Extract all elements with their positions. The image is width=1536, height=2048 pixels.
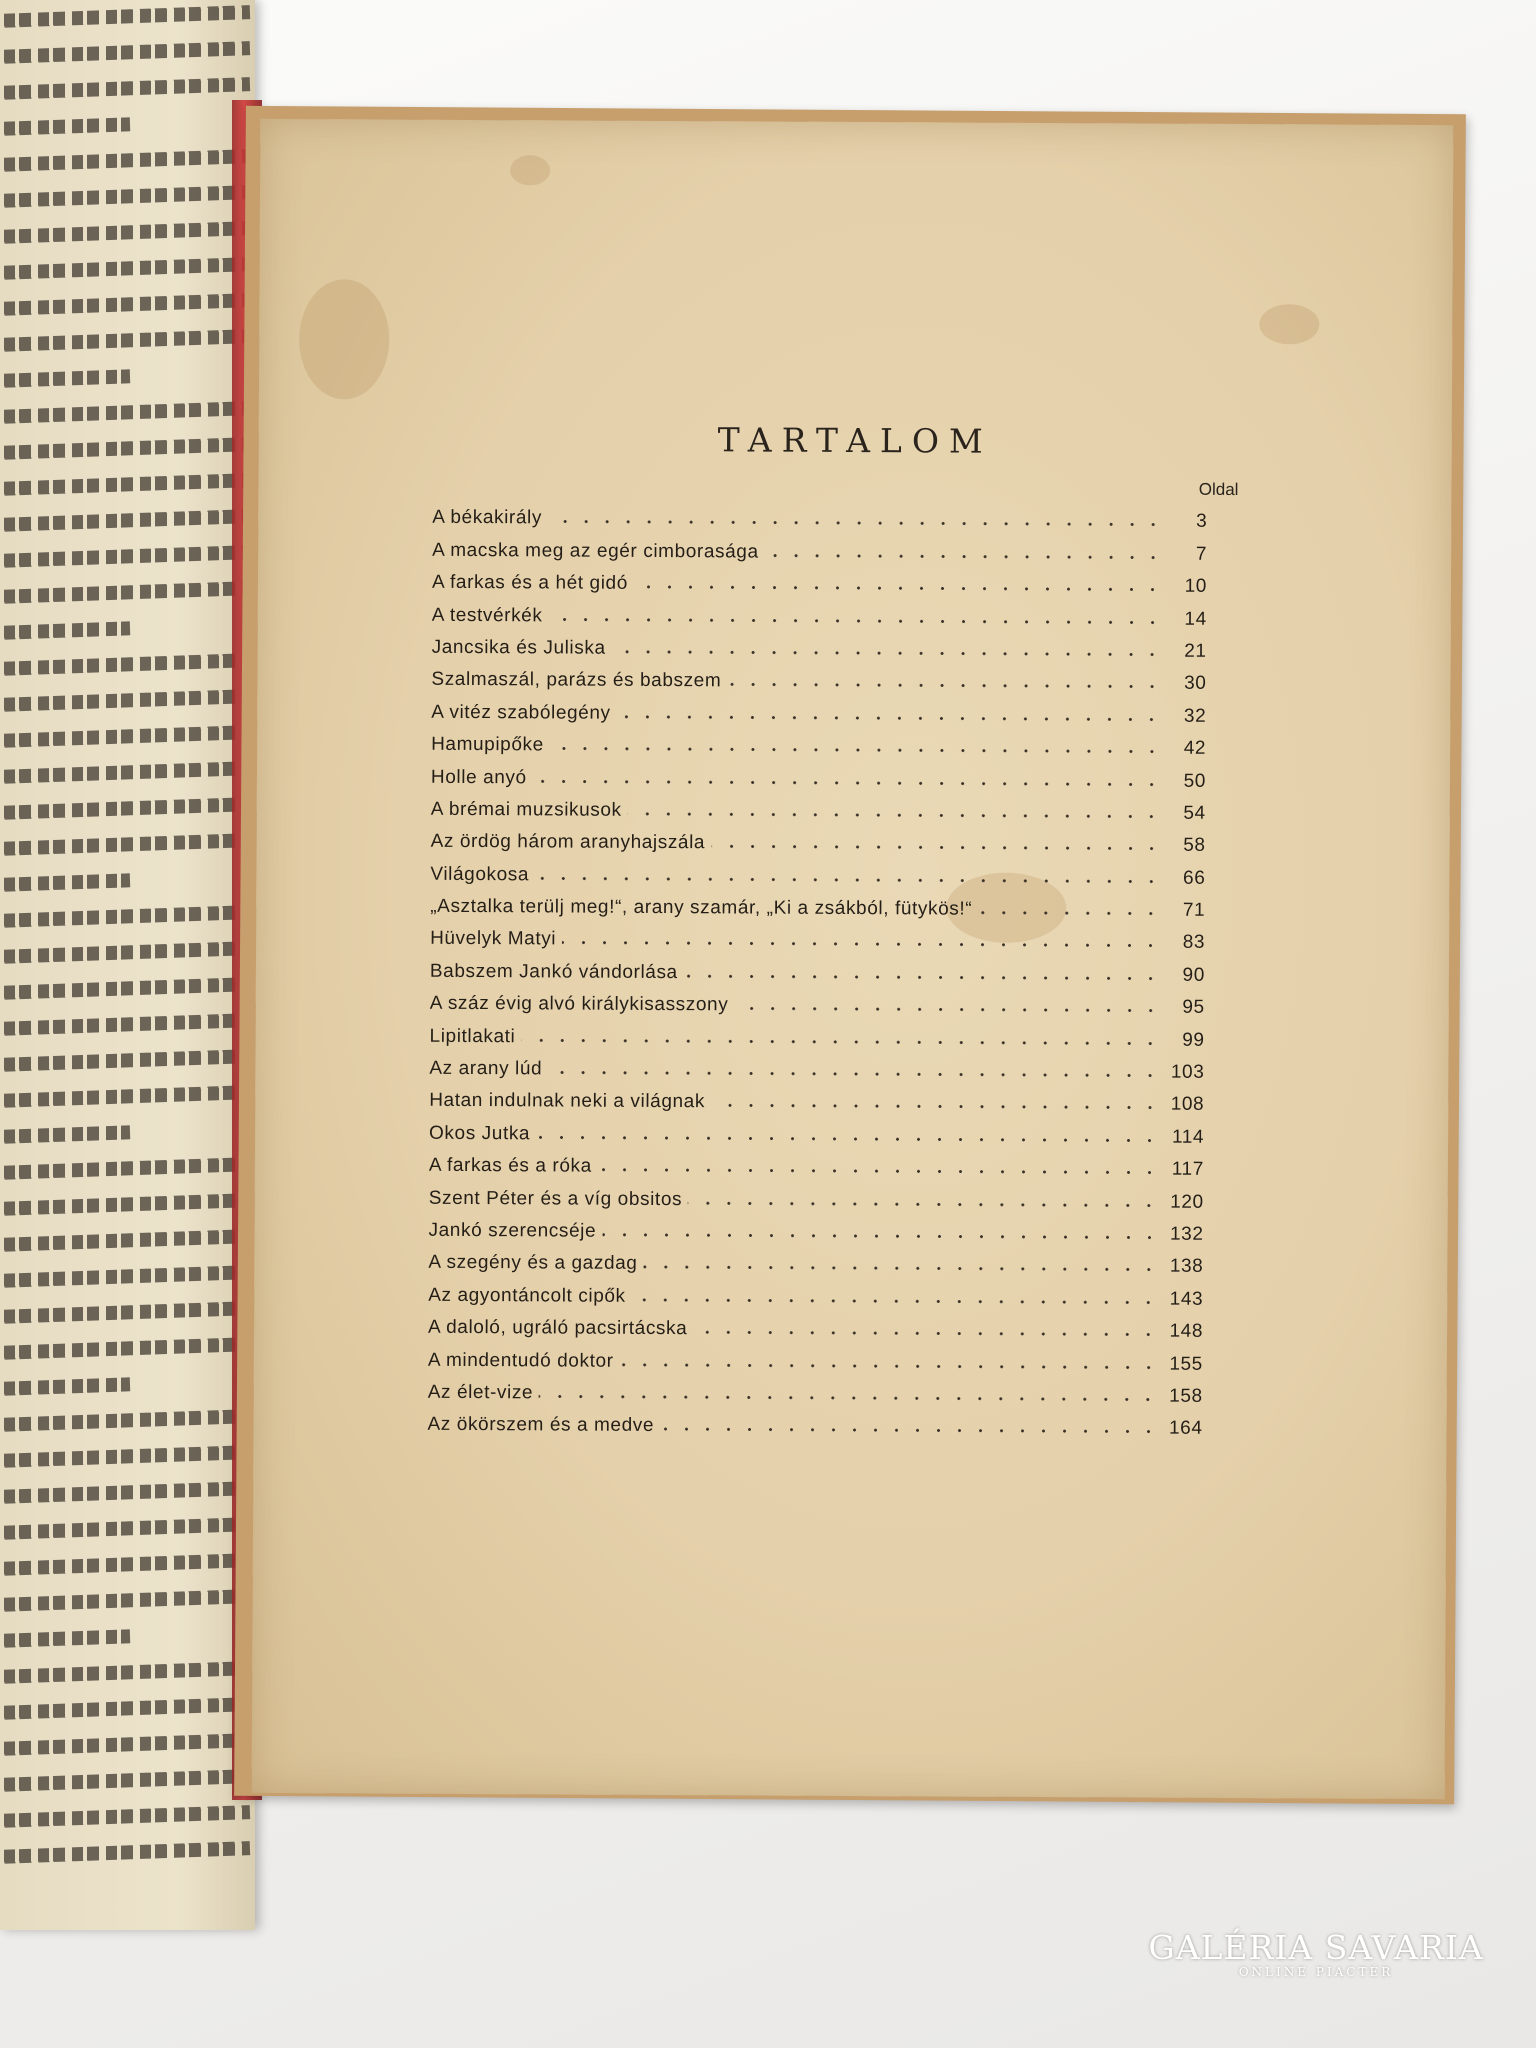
- toc-entry-title: A békakirály: [432, 507, 542, 529]
- facing-page-text-line: [0, 221, 250, 245]
- toc-entry-page: 117: [1171, 1158, 1204, 1181]
- toc-entry: [430, 853, 1205, 889]
- toc-entry-title: Szalmaszál, parázs és babszem: [431, 669, 722, 692]
- dot-leader: [643, 1265, 1159, 1272]
- toc-entry-title: Szent Péter és a víg obsitos: [428, 1187, 683, 1210]
- toc-entry-page: 10: [1184, 575, 1208, 598]
- toc-entry-title: A farkas és a róka: [428, 1154, 592, 1177]
- facing-page-text-line: [0, 725, 250, 749]
- toc-entry-page: 120: [1170, 1191, 1204, 1213]
- facing-page-text-line: [0, 1841, 250, 1865]
- toc-entry-page: 83: [1182, 932, 1206, 954]
- dot-leader: [598, 1168, 1160, 1175]
- toc-entry: [427, 1404, 1202, 1440]
- toc-entry-page: 30: [1184, 673, 1207, 695]
- dot-leader: [632, 1298, 1160, 1305]
- toc-entry-page: 95: [1182, 996, 1205, 1019]
- facing-page-text-line: [0, 293, 250, 317]
- toc-entry-page: 148: [1169, 1320, 1204, 1342]
- toc-entry-title: A száz évig alvó királykisasszony: [429, 993, 729, 1016]
- dot-leader: [620, 1362, 1159, 1369]
- toc-entry-title: Az arany lúd: [429, 1057, 543, 1080]
- toc-entry-page: 32: [1183, 705, 1207, 727]
- facing-page-text-line: [0, 941, 250, 965]
- toc-entry-page: 103: [1170, 1061, 1205, 1083]
- toc-entry-title: A macska meg az egér cimborasága: [432, 539, 759, 563]
- facing-page-text-line: [0, 1157, 250, 1181]
- toc-entry-page: 164: [1168, 1417, 1203, 1440]
- facing-page-left: [0, 0, 255, 1930]
- toc-entry: [429, 1112, 1204, 1148]
- toc-entry-page: 114: [1171, 1126, 1205, 1148]
- facing-page-text-line: [0, 1589, 250, 1613]
- toc-entry-page: 54: [1183, 802, 1206, 824]
- facing-page-text-line: [0, 1121, 250, 1145]
- facing-page-text-line: [0, 1625, 250, 1649]
- paper-stain: [510, 155, 550, 185]
- dot-leader: [548, 520, 1163, 527]
- facing-page-text-line: [0, 797, 250, 821]
- toc-entry: [428, 1339, 1203, 1375]
- dot-leader: [684, 974, 1161, 980]
- toc-entry: [430, 983, 1205, 1019]
- toc-entry-page: 71: [1182, 899, 1206, 921]
- toc-entry: [430, 885, 1205, 921]
- toc-entry-title: Hüvelyk Matyi: [430, 928, 557, 950]
- facing-page-text-line: [0, 1481, 250, 1505]
- facing-page-text-line: [0, 1769, 250, 1793]
- toc-entry-title: Lipitlakati: [429, 1025, 516, 1047]
- dot-leader: [634, 585, 1163, 592]
- toc-entry-page: 90: [1182, 964, 1205, 986]
- toc-entry: [428, 1307, 1203, 1343]
- facing-page-text-line: [0, 365, 250, 389]
- watermark: [1146, 1928, 1486, 1979]
- toc-entry-page: 3: [1196, 511, 1208, 533]
- facing-page-text-line: [0, 581, 250, 605]
- toc-entry-page: 158: [1169, 1385, 1203, 1407]
- toc-entry-title: A daloló, ugráló pacsirtácska: [428, 1316, 688, 1340]
- facing-page-text-line: [0, 869, 250, 893]
- dot-leader: [628, 812, 1162, 819]
- toc-entry-page: 14: [1184, 608, 1207, 630]
- toc-entry: [432, 626, 1207, 662]
- toc-entry: [429, 1145, 1204, 1181]
- facing-page-text-line: [0, 401, 250, 425]
- facing-page-text-line: [0, 1445, 250, 1469]
- facing-page-text-line: [0, 149, 250, 173]
- toc-entry: [429, 1047, 1204, 1083]
- dot-leader: [548, 617, 1162, 624]
- toc-entry-page: 42: [1183, 737, 1207, 759]
- facing-page-text-line: [0, 1409, 250, 1433]
- facing-page-text-line: [0, 473, 250, 497]
- toc-entry-page: 50: [1183, 770, 1206, 792]
- facing-page-text-line: [0, 5, 250, 29]
- facing-page-text-line: [0, 689, 250, 713]
- facing-page-text-line: [0, 977, 250, 1001]
- toc-entry-title: A vitéz szabólegény: [431, 701, 611, 724]
- toc-entry-title: Az ökörszem és a medve: [427, 1414, 655, 1437]
- facing-page-text-line: [0, 653, 250, 677]
- facing-page-text-line: [0, 1085, 250, 1109]
- facing-page-text-line: [0, 437, 250, 461]
- dot-leader: [711, 1104, 1160, 1110]
- toc-entry: [428, 1274, 1203, 1310]
- paper-stain: [1259, 304, 1319, 344]
- facing-page-text-line: [0, 905, 250, 929]
- dot-leader: [536, 1135, 1160, 1142]
- facing-page-text-line: [0, 1553, 250, 1577]
- facing-page-text-line: [0, 1229, 250, 1253]
- facing-page-text-line: [0, 1697, 250, 1721]
- toc-entry: [431, 756, 1206, 792]
- facing-page-text-line: [0, 329, 250, 353]
- dot-leader: [727, 683, 1162, 689]
- toc-entry: [430, 918, 1205, 954]
- dot-leader: [562, 941, 1161, 948]
- dot-leader: [617, 714, 1163, 721]
- facing-page-text-line: [0, 833, 250, 857]
- toc-entry: [430, 950, 1205, 986]
- toc-entry-title: A szegény és a gazdag: [428, 1252, 638, 1275]
- toc-entry-page: 143: [1169, 1288, 1204, 1310]
- toc-entry-title: Holle anyó: [430, 766, 527, 788]
- dot-leader: [660, 1427, 1158, 1434]
- facing-page-text-line: [0, 1049, 250, 1073]
- page-title: TARTALOM: [717, 420, 993, 461]
- toc-entry-title: A mindentudó doktor: [427, 1349, 614, 1372]
- toc-entry-title: A brémai muzsikusok: [430, 798, 622, 821]
- toc-entry-page: 132: [1169, 1223, 1204, 1245]
- toc-entry-title: „Asztalka terülj meg!“, arany szamár, „Ki a zsákból, fütykös!“: [430, 895, 973, 920]
- toc-entry-page: 58: [1183, 835, 1206, 857]
- facing-page-text-line: [0, 257, 250, 281]
- toc-entry-title: Hamupipőke: [431, 733, 544, 756]
- toc-entry: [431, 659, 1206, 695]
- dot-leader: [612, 650, 1163, 657]
- facing-page-text-line: [0, 1337, 250, 1361]
- dot-leader: [688, 1201, 1160, 1207]
- dot-leader: [533, 779, 1162, 786]
- facing-page-text-line: [0, 617, 250, 641]
- facing-page-text-line: [0, 113, 250, 137]
- toc-entry-page: 108: [1170, 1094, 1205, 1116]
- dot-leader: [765, 553, 1163, 559]
- dot-leader: [535, 876, 1161, 883]
- dot-leader: [550, 747, 1162, 754]
- toc-entry-title: Az ördög három aranyhajszála: [430, 831, 706, 854]
- facing-page-text-line: [0, 509, 250, 533]
- facing-page-text-line: [0, 1517, 250, 1541]
- dot-leader: [693, 1330, 1159, 1336]
- toc-entry-title: Világokosa: [430, 863, 530, 885]
- paper-stain: [299, 279, 390, 399]
- toc-entry: [432, 529, 1207, 565]
- dot-leader: [602, 1233, 1159, 1240]
- toc-entry: [432, 562, 1207, 598]
- watermark-tagline: ONLINE PIACTÉR: [1238, 1965, 1394, 1979]
- dot-leader: [539, 1394, 1159, 1401]
- dot-leader: [978, 911, 1161, 916]
- facing-page-text-line: [0, 1301, 250, 1325]
- toc-entry: [432, 497, 1207, 533]
- facing-page-text-line: [0, 41, 250, 65]
- toc-entry-title: A testvérkék: [431, 604, 543, 626]
- facing-page-text-line: [0, 185, 250, 209]
- page-column-label: Oldal: [1198, 479, 1239, 500]
- facing-page-text-line: [0, 1661, 250, 1685]
- toc-entry-page: 138: [1169, 1256, 1204, 1278]
- toc-entry-title: Hatan indulnak neki a világnak: [429, 1090, 706, 1113]
- toc-entry: [431, 724, 1206, 760]
- toc-entry-title: Az agyontáncolt cipők: [428, 1284, 626, 1307]
- toc-entry: [429, 1209, 1204, 1245]
- toc-entry-title: Jankó szerencséje: [428, 1219, 597, 1242]
- toc-entry-page: 155: [1169, 1353, 1203, 1375]
- toc-entry-title: Okos Jutka: [429, 1122, 531, 1145]
- toc-entry-title: Az élet-vize: [427, 1381, 534, 1404]
- dot-leader: [711, 845, 1162, 851]
- facing-page-text-line: [0, 1013, 250, 1037]
- facing-page-text-line: [0, 761, 250, 785]
- toc-entry: [428, 1242, 1203, 1278]
- dot-leader: [548, 1070, 1160, 1077]
- toc-entry: [432, 594, 1207, 630]
- toc-entry-page: 21: [1184, 640, 1207, 662]
- toc-entry-title: Babszem Jankó vándorlása: [429, 960, 678, 983]
- toc-entry: [431, 691, 1206, 727]
- toc-entry-page: 7: [1195, 543, 1208, 565]
- dot-leader: [734, 1007, 1160, 1013]
- toc-list: [427, 497, 1207, 1440]
- facing-page-text-line: [0, 1373, 250, 1397]
- toc-entry: [428, 1371, 1203, 1407]
- toc-entry-title: Jancsika és Juliska: [431, 636, 606, 659]
- toc-entry: [430, 1015, 1205, 1051]
- watermark-name: GALÉRIA SAVARIA: [1148, 1928, 1484, 1967]
- contents-page: [252, 119, 1454, 1799]
- facing-page-text-line: [0, 77, 250, 101]
- dot-leader: [521, 1038, 1160, 1045]
- toc-entry: [431, 788, 1206, 824]
- facing-page-text-line: [0, 1805, 250, 1829]
- toc-entry-title: A farkas és a hét gidó: [431, 571, 628, 594]
- toc-entry: [429, 1080, 1204, 1116]
- toc-entry-page: 66: [1183, 867, 1206, 889]
- facing-page-text-line: [0, 1265, 250, 1289]
- toc-entry-page: 99: [1182, 1029, 1205, 1051]
- toc-entry: [431, 821, 1206, 857]
- facing-page-text-line: [0, 1193, 250, 1217]
- toc-entry: [429, 1177, 1204, 1213]
- facing-page-text-line: [0, 545, 250, 569]
- facing-page-text-line: [0, 1733, 250, 1757]
